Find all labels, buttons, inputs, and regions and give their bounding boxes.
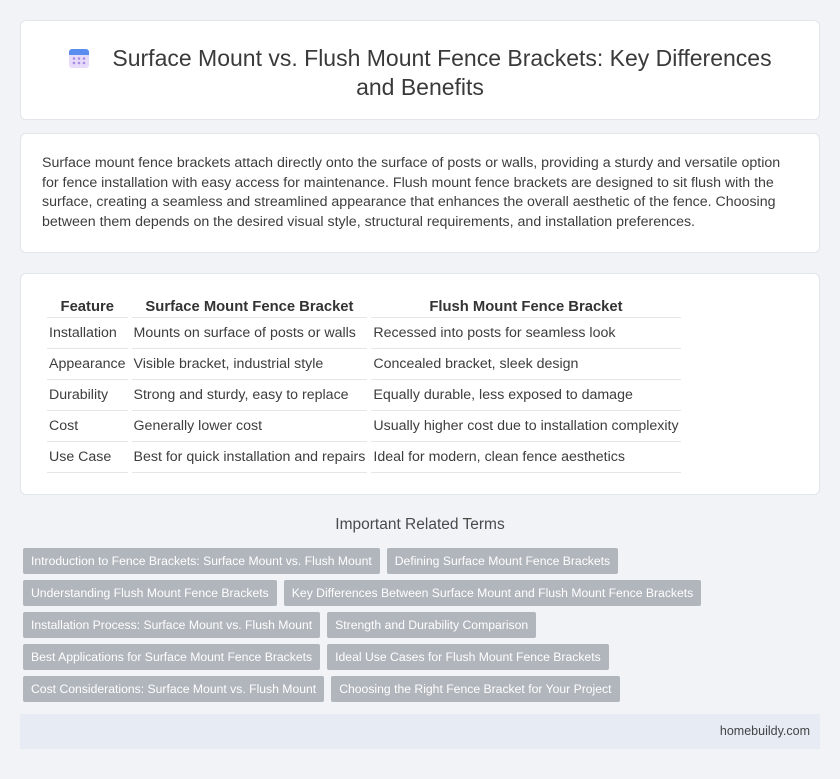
page-title: Surface Mount vs. Flush Mount Fence Brackets: Key Differences and Benefits <box>112 45 772 100</box>
table-cell: Recessed into posts for seamless look <box>371 318 680 349</box>
related-term-tag[interactable]: Understanding Flush Mount Fence Brackets <box>23 580 277 606</box>
intro-paragraph: Surface mount fence brackets attach directly onto the surface of posts or walls, providing a sturdy and versatile option for fence installation with easy access for maintenance. Flush mount fence brackets are designed to sit flush with the surface, creating a seamless and streamlined appearance that enhances the overall aesthetic of the fence. Choosing between them depends on the desired visual style, structural requirements, and installation preferences. <box>42 155 781 230</box>
table-cell: Durability <box>47 380 128 411</box>
header-flush-mount: Flush Mount Fence Bracket <box>371 296 680 318</box>
related-terms-list <box>23 548 713 708</box>
related-term-tag[interactable]: Ideal Use Cases for Flush Mount Fence Brackets <box>327 644 609 670</box>
related-term-tag[interactable]: Cost Considerations: Surface Mount vs. Flush Mount <box>23 676 324 702</box>
table-header-row <box>47 296 681 318</box>
related-terms-heading: Important Related Terms <box>335 516 505 533</box>
table-cell: Generally lower cost <box>132 411 368 442</box>
related-term-tag[interactable]: Choosing the Right Fence Bracket for Your Project <box>331 676 619 702</box>
table-cell: Equally durable, less exposed to damage <box>371 380 680 411</box>
related-term-tag[interactable]: Key Differences Between Surface Mount and Flush Mount Fence Brackets <box>284 580 702 606</box>
table-row <box>47 442 681 473</box>
table-cell: Concealed bracket, sleek design <box>371 349 680 380</box>
table-cell: Usually higher cost due to installation complexity <box>371 411 680 442</box>
table-cell: Visible bracket, industrial style <box>132 349 368 380</box>
header-feature: Feature <box>47 296 128 318</box>
tag-row <box>23 644 713 670</box>
comparison-table <box>43 296 685 473</box>
footer <box>20 714 820 749</box>
related-term-tag[interactable]: Installation Process: Surface Mount vs. Flush Mount <box>23 612 320 638</box>
table-row <box>47 349 681 380</box>
table-cell: Cost <box>47 411 128 442</box>
calendar-grid-icon <box>68 47 90 69</box>
table-cell: Best for quick installation and repairs <box>132 442 368 473</box>
table-cell: Appearance <box>47 349 128 380</box>
footer-site-link[interactable]: homebuildy.com <box>719 724 810 738</box>
related-term-tag[interactable]: Best Applications for Surface Mount Fence Brackets <box>23 644 320 670</box>
table-cell: Use Case <box>47 442 128 473</box>
comparison-table-card <box>20 273 820 495</box>
table-cell: Installation <box>47 318 128 349</box>
related-term-tag[interactable]: Defining Surface Mount Fence Brackets <box>387 548 618 574</box>
table-row <box>47 380 681 411</box>
table-cell: Mounts on surface of posts or walls <box>132 318 368 349</box>
tag-row <box>23 580 713 606</box>
tag-row <box>23 548 713 574</box>
table-cell: Strong and sturdy, easy to replace <box>132 380 368 411</box>
related-term-tag[interactable]: Introduction to Fence Brackets: Surface Mount vs. Flush Mount <box>23 548 380 574</box>
table-row <box>47 318 681 349</box>
tag-row <box>23 676 713 702</box>
tag-row <box>23 612 713 638</box>
table-row <box>47 411 681 442</box>
page-title-wrap <box>61 44 779 102</box>
related-term-tag[interactable]: Strength and Durability Comparison <box>327 612 536 638</box>
header-surface-mount: Surface Mount Fence Bracket <box>132 296 368 318</box>
intro-card <box>20 133 820 253</box>
table-cell: Ideal for modern, clean fence aesthetics <box>371 442 680 473</box>
title-card <box>20 20 820 120</box>
